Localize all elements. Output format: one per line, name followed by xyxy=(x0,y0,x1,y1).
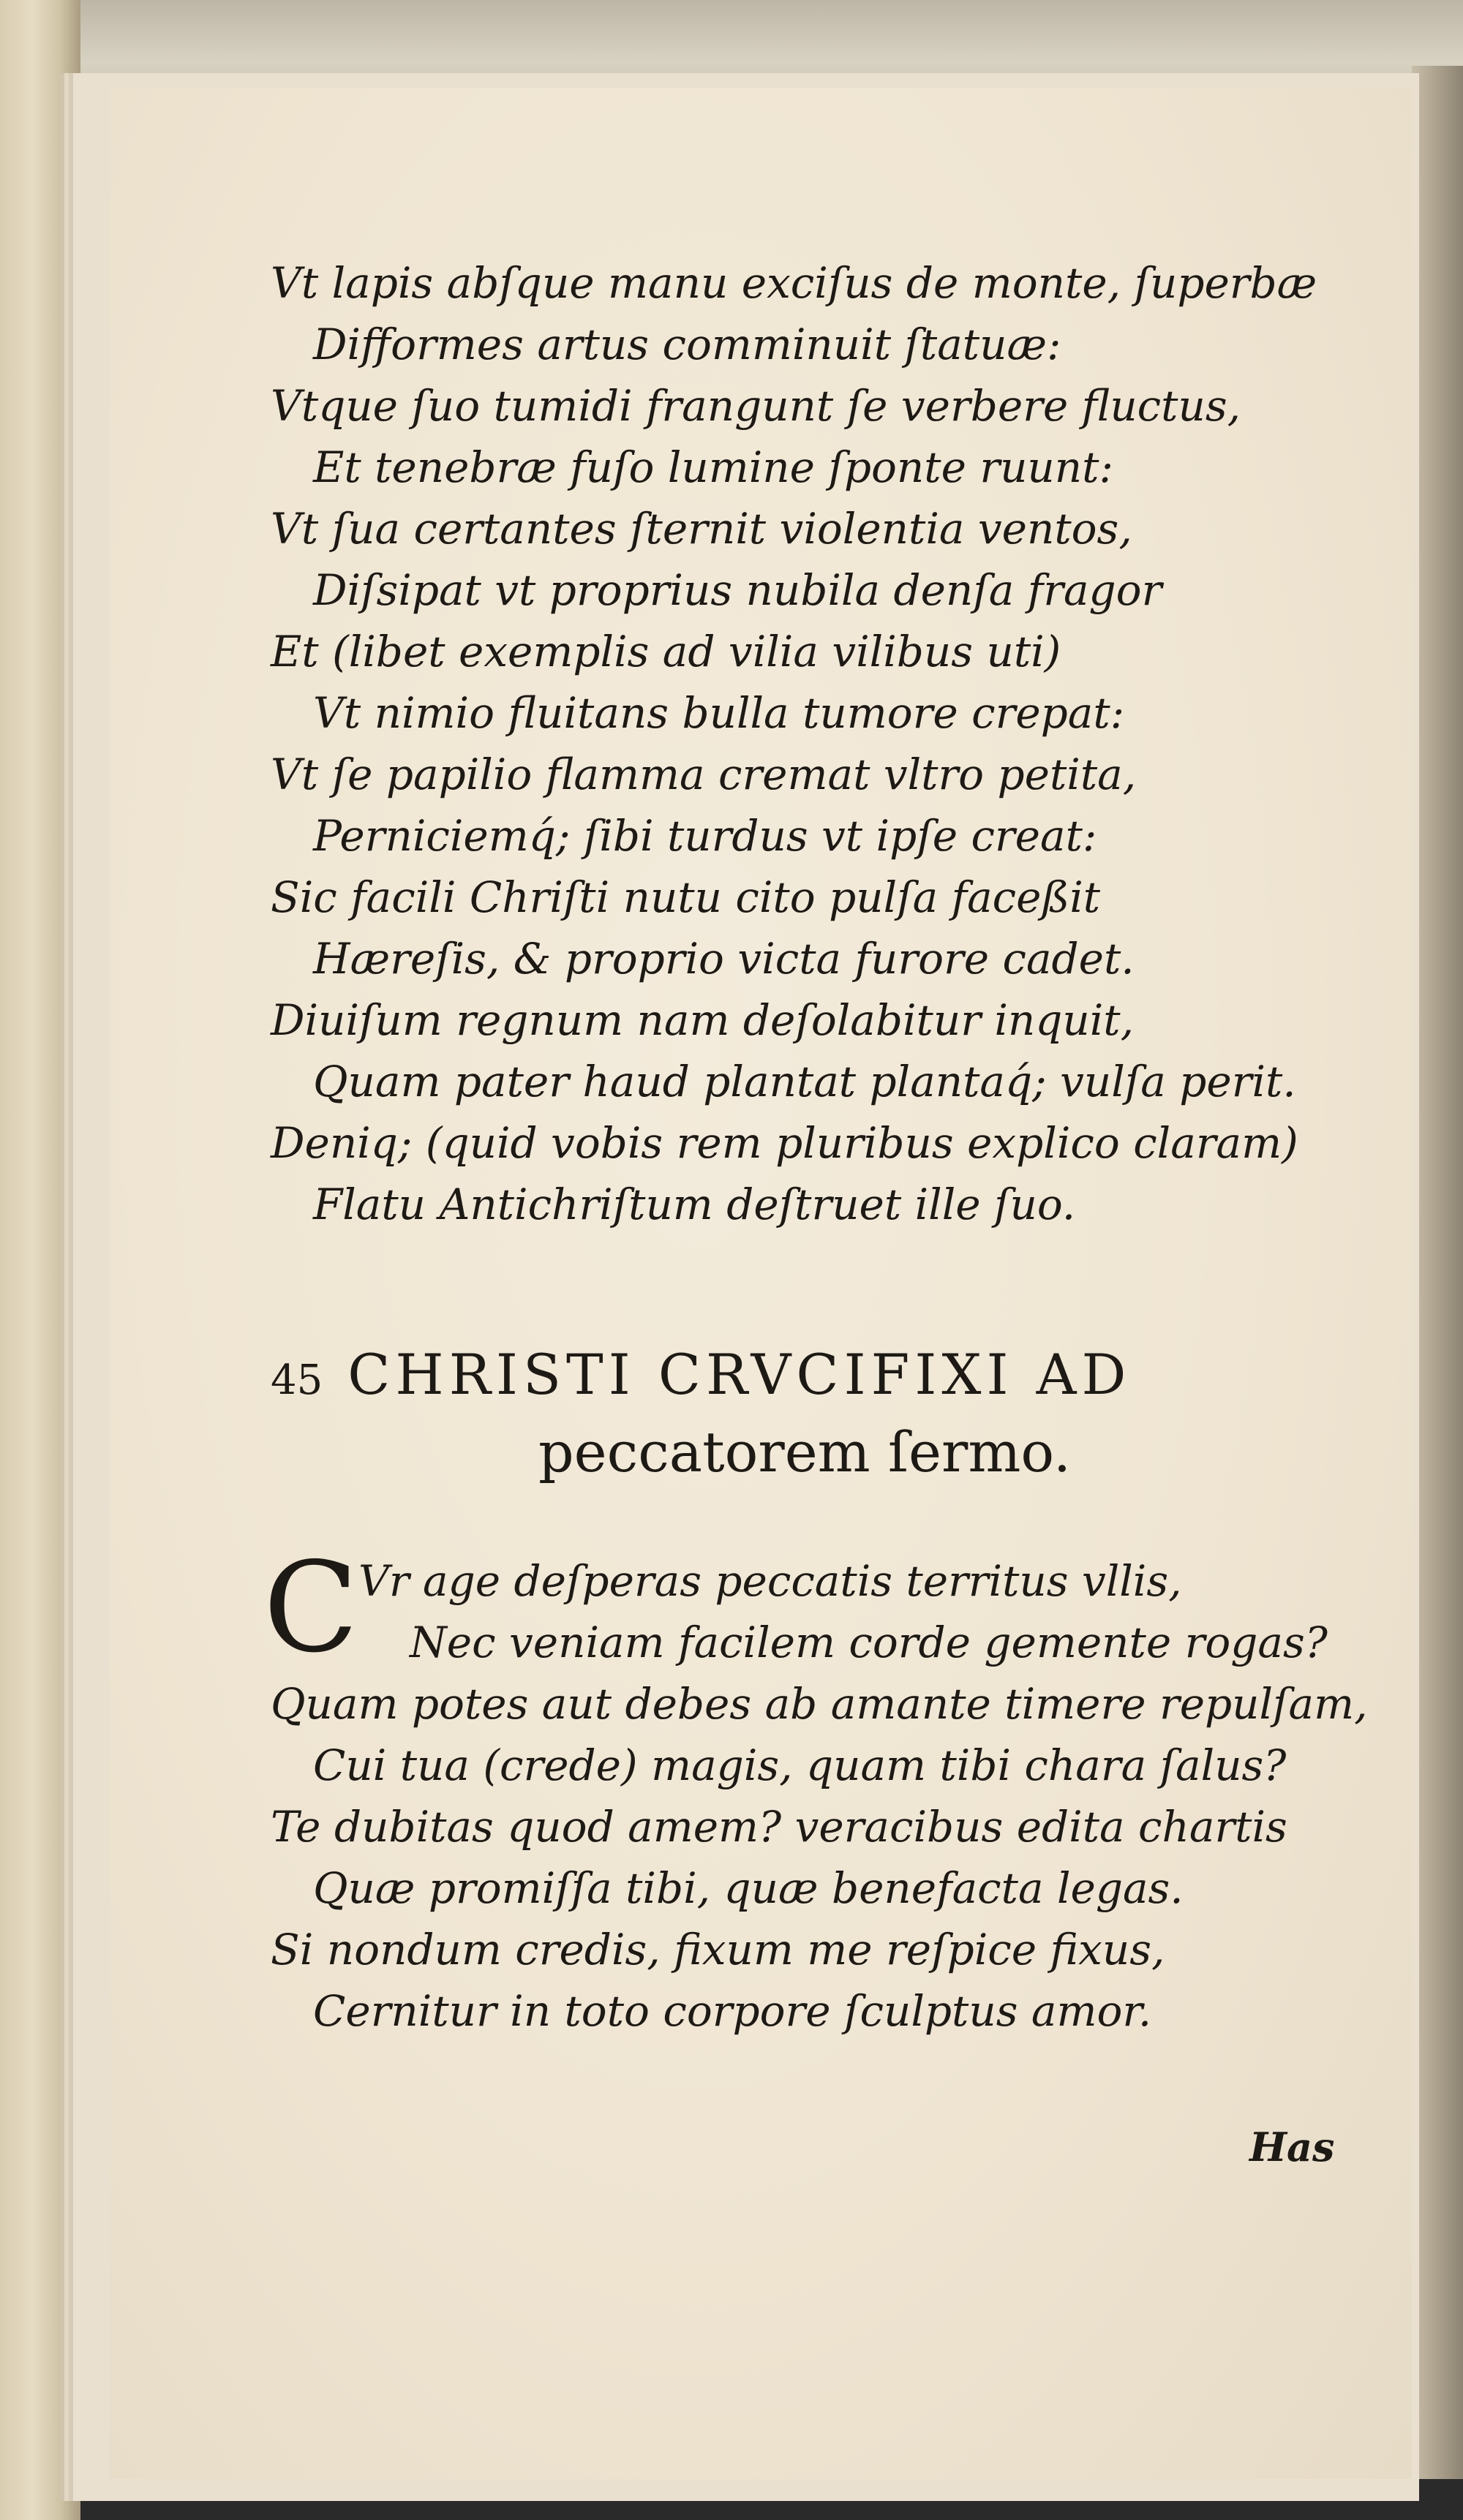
verse-line: Vt ſua certantes ſternit violentia ventos, xyxy=(271,504,1132,554)
book-right-edge xyxy=(1412,66,1463,2479)
verse-line: Cui tua (crede) magis, quam tibi chara ſalus? xyxy=(313,1740,1287,1790)
book-binding xyxy=(0,0,80,2520)
poem-upper xyxy=(271,252,1339,1235)
section-heading xyxy=(271,1342,1339,1493)
verse-line: Quam pater haud plantat plantaq́; vulſa perit. xyxy=(313,1057,1296,1106)
heading-title: CHRISTI CRVCIFIXI AD xyxy=(347,1342,1132,1407)
verse-line: Perniciemq́; ſibi turdus vt ipſe creat: xyxy=(313,811,1097,861)
verse-line: Vr age deſperas peccatis territus vllis, xyxy=(358,1556,1182,1606)
heading-line-2: peccatorem ſermo. xyxy=(538,1419,1071,1485)
verse-line: Vt nimio fluitans bulla tumore crepat: xyxy=(313,688,1125,738)
verse-line: Difformes artus comminuit ſtatuæ: xyxy=(313,320,1061,369)
verse-line: Quam potes aut debes ab amante timere repulſam, xyxy=(271,1679,1368,1729)
catchword: Has xyxy=(1249,2124,1335,2170)
verse-line: Diuiſum regnum nam deſolabitur inquit, xyxy=(271,995,1135,1045)
verse-line: Et tenebræ fuſo lumine ſponte ruunt: xyxy=(313,442,1113,492)
verse-line: Vt ſe papilio flamma cremat vltro petita, xyxy=(271,750,1137,799)
verse-line: Vt lapis abſque manu exciſus de monte, ſuperbæ xyxy=(271,258,1317,308)
verse-line: Nec veniam facilem corde gemente rogas? xyxy=(410,1618,1328,1667)
drop-capital: C xyxy=(263,1536,359,1680)
verse-line: Et (libet exemplis ad vilia vilibus uti) xyxy=(271,627,1061,676)
verse-line: Vtque ſuo tumidi frangunt ſe verbere fluctus, xyxy=(271,381,1241,431)
dropcap-block xyxy=(263,1536,1339,1680)
verse-line: Diſsipat vt proprius nubila denſa fragor xyxy=(313,565,1162,615)
verse-line: Cernitur in toto corpore ſculptus amor. xyxy=(313,1986,1152,2036)
verse-line: Te dubitas quod amem? veracibus edita chartis xyxy=(271,1802,1287,1852)
poem-lower xyxy=(263,1536,1368,2042)
heading-line-1 xyxy=(271,1342,1339,1415)
verse-line: Hæreſis, & proprio victa furore cadet. xyxy=(313,934,1135,984)
verse-line: Sic facili Chriſti nutu cito pulſa faceßit xyxy=(271,872,1101,922)
verse-line: Deniq; (quid vobis rem pluribus explico claram) xyxy=(271,1118,1298,1168)
poem-number: 45 xyxy=(271,1357,323,1404)
verse-line: Quæ promiſſa tibi, quæ benefacta legas. xyxy=(313,1863,1184,1913)
verse-line: Si nondum credis, fixum me reſpice fixus, xyxy=(271,1925,1165,1974)
verse-line: Flatu Antichriſtum deſtruet ille ſuo. xyxy=(313,1180,1076,1229)
